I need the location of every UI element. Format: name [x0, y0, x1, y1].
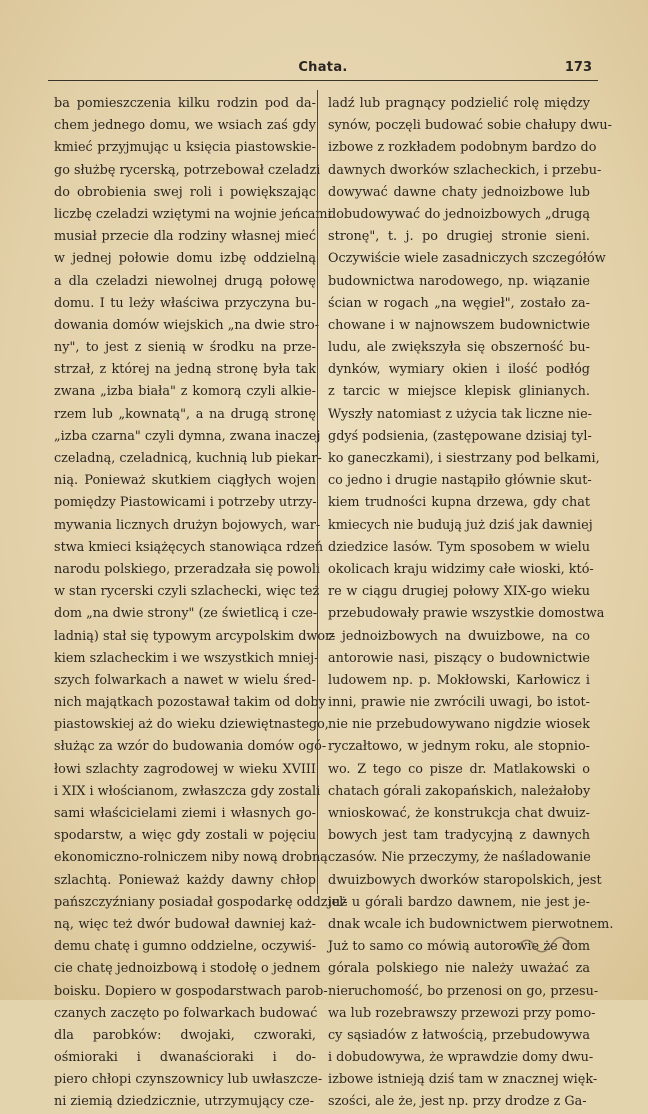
text-line: dowania domów wiejskich „na dwie stro-: [54, 317, 320, 333]
text-line: spodarstw, a więc gdy zostali w pojęciu: [54, 828, 316, 844]
text-line: ko ganeczkami), i siestrzany pod belkami,: [328, 451, 600, 466]
text-line: narodu polskiego, przeradzała się powoli: [54, 561, 321, 577]
text-line: łowi szlachty zagrodowej w wieku XVIII: [54, 761, 316, 777]
column-divider: [317, 90, 318, 894]
text-line: kiem szlacheckim i we wszystkich mniej-: [54, 650, 319, 666]
text-line: dla parobków: dwojaki, czworaki,: [54, 1027, 316, 1043]
text-line: piero chłopi czynszownicy lub uwłaszcze-: [54, 1072, 323, 1088]
text-line: re w ciągu drugiej połowy XIX-go wieku: [328, 584, 590, 600]
text-line: nich majątkach pozostawał takim od doby: [54, 695, 326, 711]
text-line: strzał, z której na jedną stronę była tak: [54, 362, 316, 378]
text-line: w stan rycerski czyli szlachecki, więc też: [54, 584, 320, 600]
text-line: czanych zaczęto po folwarkach budować: [54, 1005, 318, 1021]
text-line: i dobudowywa, że wprawdzie domy dwu-: [328, 1050, 594, 1066]
text-line: w jednej połowie domu izbę oddzielną: [54, 251, 316, 267]
text-line: bowych jest tam tradycyjną z dawnych: [328, 828, 590, 844]
text-line: budownictwa narodowego, np. wiązanie: [328, 273, 590, 289]
text-line: a dla czeladzi niewolnej drugą połowę: [54, 273, 316, 289]
text-line: dwuizbowych dworków staropolskich, jest: [328, 872, 602, 888]
text-line: „izba czarna" czyli dymna, zwana inaczej: [54, 428, 321, 444]
text-line: czeladną, czeladnicą, kuchnią lub piekar-: [54, 451, 322, 466]
text-line: inni, prawie nie zwrócili uwagi, bo istot-: [328, 695, 590, 711]
text-line: zwana „izba biała" z komorą czyli alkie-: [54, 384, 316, 400]
text-line: szych folwarkach a nawet w wielu śred-: [54, 672, 316, 688]
text-line: nieruchomość, bo przenosi on go, przesu-: [328, 983, 599, 999]
text-line: ny", to jest z sienią w środku na prze-: [54, 340, 316, 356]
text-line: dom „na dwie strony" (ze świetlicą i cze-: [54, 606, 318, 622]
text-line: go służbę rycerską, potrzebował czeladzi: [54, 162, 321, 178]
text-line: ścian w rogach „na węgieł", zostało za-: [328, 295, 590, 311]
text-line: górala polskiego nie należy uważać za: [328, 961, 590, 977]
text-line: dziedzice lasów. Tym sposobem w wielu: [328, 539, 590, 555]
text-line: domu. I tu leży właściwa przyczyna bu-: [54, 295, 316, 311]
text-line: ludu, ale zwiększyła się obszerność bu-: [328, 340, 590, 356]
text-line: mywania licznych drużyn bojowych, war-: [54, 517, 321, 533]
text-line: dynków, wymiary okien i ilość podłóg: [328, 362, 590, 378]
text-line: chowane i w najnowszem budownictwie: [328, 317, 590, 333]
text-line: i XIX i włościanom, zwłaszcza gdy zostali: [54, 783, 321, 799]
text-line: chatach górali zakopańskich, należałoby: [328, 783, 591, 799]
text-line: okolicach kraju widzimy całe wioski, któ-: [328, 561, 594, 577]
text-line: pomiędzy Piastowicami i potrzeby utrzy-: [54, 495, 317, 511]
text-line: wa lub rozebrawszy przewozi przy pomo-: [328, 1005, 596, 1021]
page-header: [50, 60, 596, 80]
header-rule: [48, 80, 598, 81]
text-line: boisku. Dopiero w gospodarstwach parob-: [54, 983, 328, 999]
text-line: stwa kmieci książęcych stanowiąca rdzeń: [54, 539, 324, 555]
text-line: wo. Z tego co pisze dr. Matlakowski o: [328, 761, 590, 777]
text-line: gdyś podsienia, (zastępowane dzisiaj tyl-: [328, 428, 592, 444]
text-line: cie chatę jednoizbową i stodołę o jednem: [54, 961, 321, 977]
text-line: cy sąsiadów z łatwością, przebudowywa: [328, 1027, 590, 1043]
text-line: piastowskiej aż do wieku dziewiętnastego,: [54, 717, 329, 733]
text-line: czasów. Nie przeczymy, że naśladowanie: [328, 850, 591, 866]
text-line: dowywać dawne chaty jednoizbowe lub: [328, 184, 590, 200]
text-line: dawnych dworków szlacheckich, i przebu-: [328, 162, 602, 178]
text-line: Już to samo co mówią autorowie że dom: [328, 939, 590, 955]
text-line: rzem lub „kownatą", a na drugą stronę: [54, 406, 316, 422]
text-line: z jednoizbowych na dwuizbowe, na co: [328, 628, 590, 644]
text-line: już u górali bardzo dawnem, nie jest je-: [328, 894, 590, 910]
text-line: ladź lub pragnący podzielić rolę między: [328, 96, 590, 111]
text-line: co jedno i drugie nastąpiło głównie skut-: [328, 473, 592, 489]
text-line: kiem trudności kupna drzewa, gdy chat: [328, 495, 590, 511]
text-line: ną, więc też dwór budował dawniej każ-: [54, 916, 316, 932]
text-line: szlachtą. Ponieważ każdy dawny chłop: [54, 872, 316, 888]
text-line: szości, ale że, jest np. przy drodze z Ga-: [328, 1094, 587, 1110]
pencil-scribble-mark: [512, 930, 582, 960]
text-line: wnioskować, że konstrukcja chat dwuiz-: [328, 806, 590, 821]
right-column: [328, 93, 614, 1114]
text-line: przebudowały prawie wszystkie domostwa: [328, 606, 605, 622]
text-line: ośmioraki i dwanaścioraki i do-: [54, 1050, 316, 1066]
text-line: służąc za wzór do budowania domów ogó-: [54, 739, 327, 755]
text-line: pańszczyźniany posiadał gospodarkę oddziel-: [54, 894, 348, 910]
text-line: stronę", t. j. po drugiej stronie sieni.: [328, 229, 590, 245]
text-line: nią. Ponieważ skutkiem ciągłych wojen: [54, 473, 316, 489]
text-line: demu chatę i gumno oddzielne, oczywiś-: [54, 939, 317, 955]
text-line: Wyszły natomiast z użycia tak liczne nie-: [328, 406, 592, 422]
text-line: ekonomiczno-rolniczem niby nową drobną: [54, 850, 328, 866]
text-line: do obrobienia swej roli i powiększając: [54, 184, 316, 200]
text-line: dnak wcale ich budownictwem pierwotnem.: [328, 916, 614, 932]
text-line: antorowie nasi, piszący o budownictwie: [328, 650, 590, 666]
text-line: liczbę czeladzi wziętymi na wojnie jeńcami: [54, 206, 332, 222]
text-line: synów, poczęli budować sobie chałupy dwu-: [328, 118, 612, 134]
text-line: dobudowywać do jednoizbowych „drugą: [328, 206, 590, 222]
left-column: [54, 93, 348, 1114]
text-line: kmieć przyjmując u księcia piastowskie-: [54, 140, 316, 156]
text-line: sami właścicielami ziemi i własnych go-: [54, 806, 316, 821]
text-line: nie nie przebudowywano nigdzie wiosek: [328, 717, 590, 733]
text-line: izbowe istnieją dziś tam w znacznej więk-: [328, 1072, 598, 1088]
text-line: z tarcic w miejsce klepisk glinianych.: [328, 384, 590, 400]
text-line: Oczywiście wiele zasadniczych szczegółów: [328, 251, 606, 267]
text-line: ni ziemią dziedzicznie, utrzymujący cze-: [54, 1094, 315, 1110]
text-line: ludowem np. p. Mokłowski, Karłowicz i: [328, 672, 590, 688]
text-line: ba pomieszczenia kilku rodzin pod da-: [54, 96, 316, 111]
page-number: 173: [564, 60, 592, 75]
text-line: ladnią) stał się typowym arcypolskim dwor-: [54, 628, 336, 644]
text-line: kmiecych nie budują już dziś jak dawniej: [328, 517, 593, 533]
text-line: ryczałtowo, w jednym roku, ale stopnio-: [328, 739, 590, 755]
running-title: Chata.: [298, 60, 348, 75]
text-line: chem jednego domu, we wsiach zaś gdy: [54, 118, 316, 134]
text-line: izbowe z rozkładem podobnym bardzo do: [328, 140, 597, 156]
text-line: musiał przecie dla rodziny własnej mieć: [54, 229, 316, 245]
